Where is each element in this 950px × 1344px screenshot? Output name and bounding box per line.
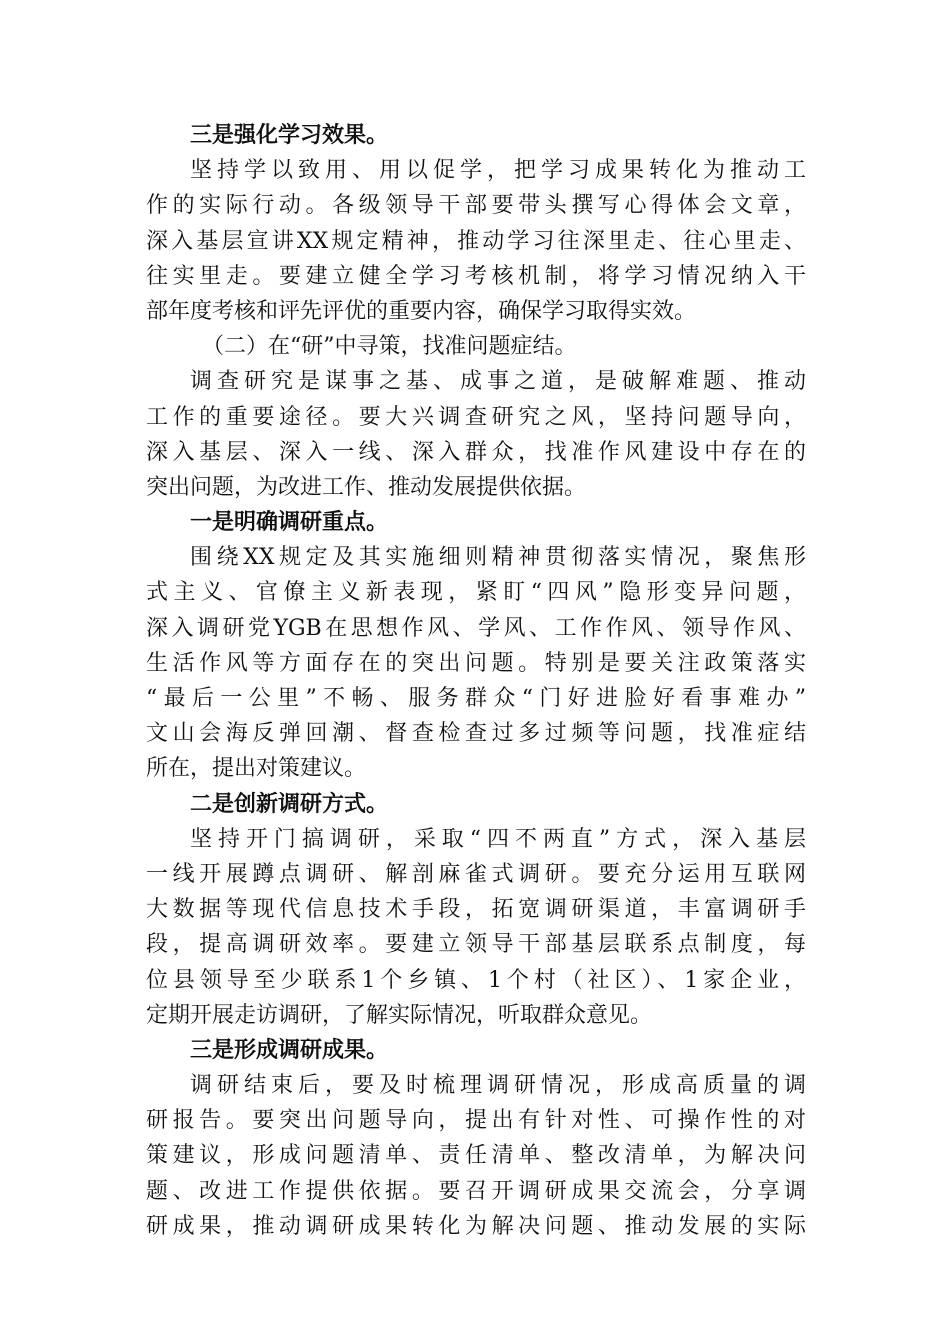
heading-research-methods: 二是创新调研方式。	[190, 790, 389, 817]
paragraph-line: 深入基层、深入一线、深入群众，找准作风建设中存在的	[146, 439, 806, 465]
paragraph-line: 题、改进工作提供依据。要召开调研成果交流会，分享调	[146, 1178, 806, 1204]
paragraph-line: 深入调研党YGB在思想作风、学风、工作作风、领导作风、	[146, 615, 806, 641]
paragraph-line: 往实里走。要建立健全学习考核机制，将学习情况纳入干	[146, 263, 806, 289]
paragraph-line: 突出问题，为改进工作、推动发展提供依据。	[146, 474, 587, 500]
paragraph-line: 段，提高调研效率。要建立领导干部基层联系点制度，每	[146, 932, 806, 958]
paragraph-line: 深入基层宣讲XX规定精神，推动学习往深里走、往心里走、	[146, 228, 806, 254]
paragraph-line: 策建议，形成问题清单、责任清单、整改清单，为解决问	[146, 1143, 806, 1169]
paragraph-line: 研报告。要突出问题导向，提出有针对性、可操作性的对	[146, 1108, 806, 1134]
paragraph-line: 坚持学以致用、用以促学，把学习成果转化为推动工	[190, 158, 806, 184]
paragraph-line: 调查研究是谋事之基、成事之道，是破解难题、推动	[190, 369, 806, 395]
paragraph-line: 生活作风等方面存在的突出问题。特别是要关注政策落实	[146, 650, 806, 676]
document-page	[146, 118, 806, 1244]
paragraph-line: 位县领导至少联系1个乡镇、1个村（社区）、1家企业，	[146, 967, 806, 993]
paragraph-line: 定期开展走访调研，了解实际情况，听取群众意见。	[146, 1002, 653, 1028]
paragraph-line: 研成果，推动调研成果转化为解决问题、推动发展的实际	[146, 1213, 806, 1239]
heading-strengthen-learning: 三是强化学习效果。	[190, 122, 389, 148]
section-subheading-research: （二）在“研”中寻策，找准问题症结。	[202, 334, 577, 360]
paragraph-line: 调研结束后，要及时梳理调研情况，形成高质量的调	[190, 1073, 806, 1099]
paragraph-line: 工作的重要途径。要大兴调查研究之风，坚持问题导向，	[146, 404, 806, 430]
heading-research-results: 三是形成调研成果。	[190, 1036, 389, 1063]
paragraph-line: 文山会海反弹回潮、督查检查过多过频等问题，找准症结	[146, 721, 806, 747]
paragraph-line: “最后一公里”不畅、服务群众“门好进脸好看事难办”	[146, 686, 806, 711]
paragraph-line: 式主义、官僚主义新表现，紧盯“四风”隐形变异问题，	[146, 580, 806, 606]
paragraph-line: 围绕XX规定及其实施细则精神贯彻落实情况，聚焦形	[190, 545, 806, 571]
heading-research-focus: 一是明确调研重点。	[190, 509, 389, 536]
paragraph-line: 所在，提出对策建议。	[146, 756, 367, 782]
paragraph-line: 部年度考核和评先评优的重要内容，确保学习取得实效。	[146, 298, 697, 324]
paragraph-line: 坚持开门搞调研，采取“四不两直”方式，深入基层	[190, 826, 806, 852]
paragraph-line: 大数据等现代信息技术手段，拓宽调研渠道，丰富调研手	[146, 897, 806, 923]
paragraph-line: 作的实际行动。各级领导干部要带头撰写心得体会文章，	[146, 193, 806, 219]
paragraph-line: 一线开展蹲点调研、解剖麻雀式调研。要充分运用互联网	[146, 861, 806, 887]
